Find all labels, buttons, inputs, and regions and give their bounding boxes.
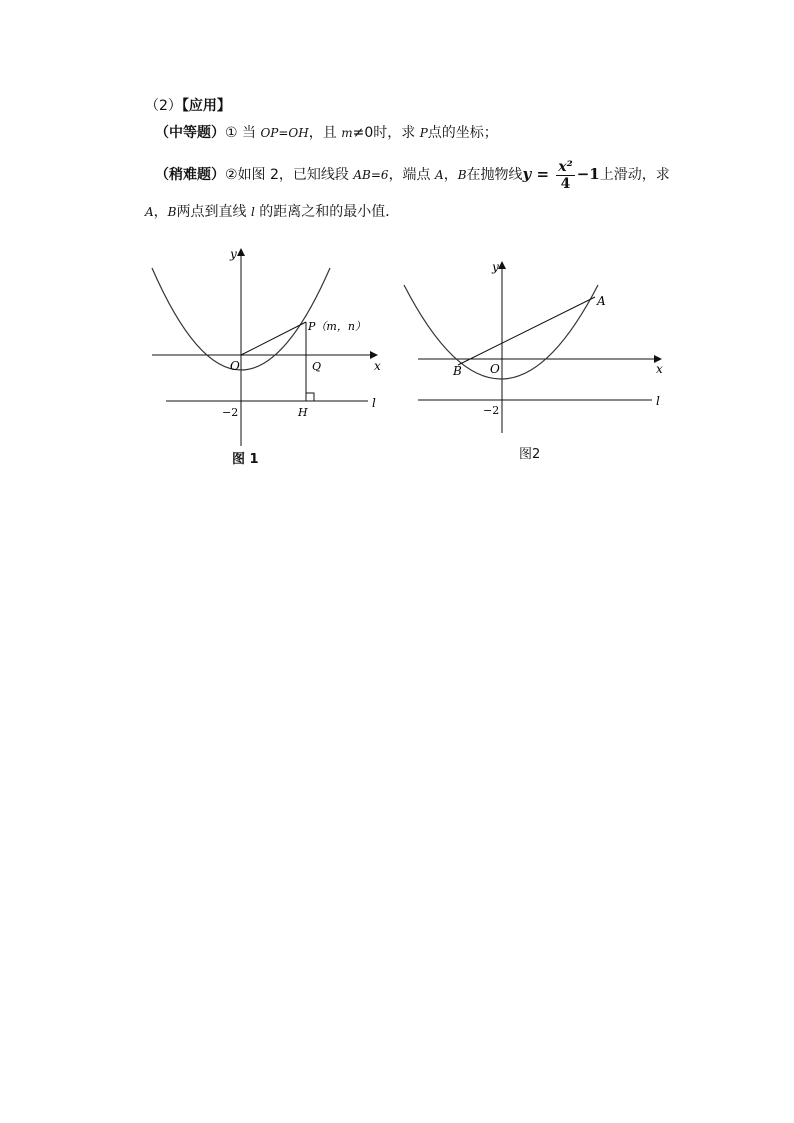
figure-2 <box>400 255 675 465</box>
q2-text-1: 如图 2，已知线段 <box>237 167 354 183</box>
q1-number: ① <box>225 125 238 141</box>
fig1-label-l: l <box>372 396 376 410</box>
fig2-segment-ab <box>458 297 595 365</box>
q1-text-2: ，且 <box>308 125 342 141</box>
q2-formula-minus: −1 <box>576 165 600 183</box>
q2-segment: AB=6 <box>353 168 389 182</box>
figure-2-caption: 图2 <box>519 447 541 462</box>
q2-text-2: ，端点 <box>388 167 436 183</box>
fig2-label-a: A <box>597 294 606 308</box>
section-title: 【应用】 <box>181 98 231 114</box>
q2-number: ② <box>225 167 238 183</box>
q1-difficulty-tag: （中等题） <box>155 125 225 141</box>
q2-difficulty-tag: （稍难题） <box>155 167 225 183</box>
section-number: （2） <box>145 98 182 114</box>
fig2-label-minus2: −2 <box>483 404 500 417</box>
question-2 <box>155 157 670 192</box>
q2-text-3: 在抛物线 <box>466 167 523 183</box>
q2-fraction <box>556 159 574 192</box>
q2-l2-text-1: 两点到直线 <box>176 204 251 220</box>
q2-point-a: A <box>435 168 444 182</box>
fig2-y-arrow-icon <box>498 261 506 269</box>
fig2-parabola <box>404 285 598 379</box>
fig1-label-p: P（m，n） <box>308 320 366 333</box>
q2-text-4: 上滑动，求 <box>599 167 670 183</box>
fig2-label-y: y <box>492 260 499 274</box>
section-heading <box>145 96 231 116</box>
fig2-label-x: x <box>656 362 663 376</box>
fig2-label-l: l <box>656 394 660 408</box>
q1-text-1: 当 <box>242 125 261 141</box>
q2-fraction-numerator: x² <box>558 158 573 175</box>
fig2-label-b: B <box>453 364 462 378</box>
fig1-segment-op <box>241 322 306 355</box>
q2-l2-point-b: B <box>167 205 177 219</box>
q2-l2-text-2: 的距离之和的最小值． <box>254 204 400 220</box>
fig1-right-angle-icon <box>306 393 314 401</box>
figure-1 <box>140 240 400 470</box>
q1-neq: ≠0 <box>352 125 374 141</box>
q1-text-4: 点的坐标； <box>427 125 498 141</box>
q2-l2-point-a: A <box>145 205 154 219</box>
q2-formula-eq: = <box>531 165 555 183</box>
fig1-label-y: y <box>230 247 237 261</box>
q1-var-p: P <box>419 126 428 140</box>
q2-l2-comma: ， <box>153 204 168 220</box>
fig1-label-x: x <box>374 359 381 373</box>
q2-l2-line-l: l <box>250 205 255 219</box>
question-1 <box>155 123 498 143</box>
q2-comma: ， <box>443 167 458 183</box>
q2-point-b: B <box>457 168 467 182</box>
fig1-label-minus2: −2 <box>222 406 239 419</box>
fig1-x-arrow-icon <box>370 351 378 359</box>
question-2-line-2 <box>145 202 399 222</box>
q2-formula-y: y <box>522 165 532 183</box>
q1-text-3: 时，求 <box>373 125 420 141</box>
figure-1-caption: 图 1 <box>232 452 259 467</box>
fig1-y-arrow-icon <box>237 248 245 256</box>
fig1-label-h: H <box>298 406 308 419</box>
q1-var-m: m <box>341 126 353 140</box>
q2-fraction-denominator: 4 <box>560 175 571 192</box>
fig1-label-q: Q <box>312 360 322 373</box>
fig2-label-o: O <box>490 362 500 376</box>
q1-equation: OP=OH <box>260 126 309 140</box>
fig1-label-o: O <box>230 359 240 373</box>
